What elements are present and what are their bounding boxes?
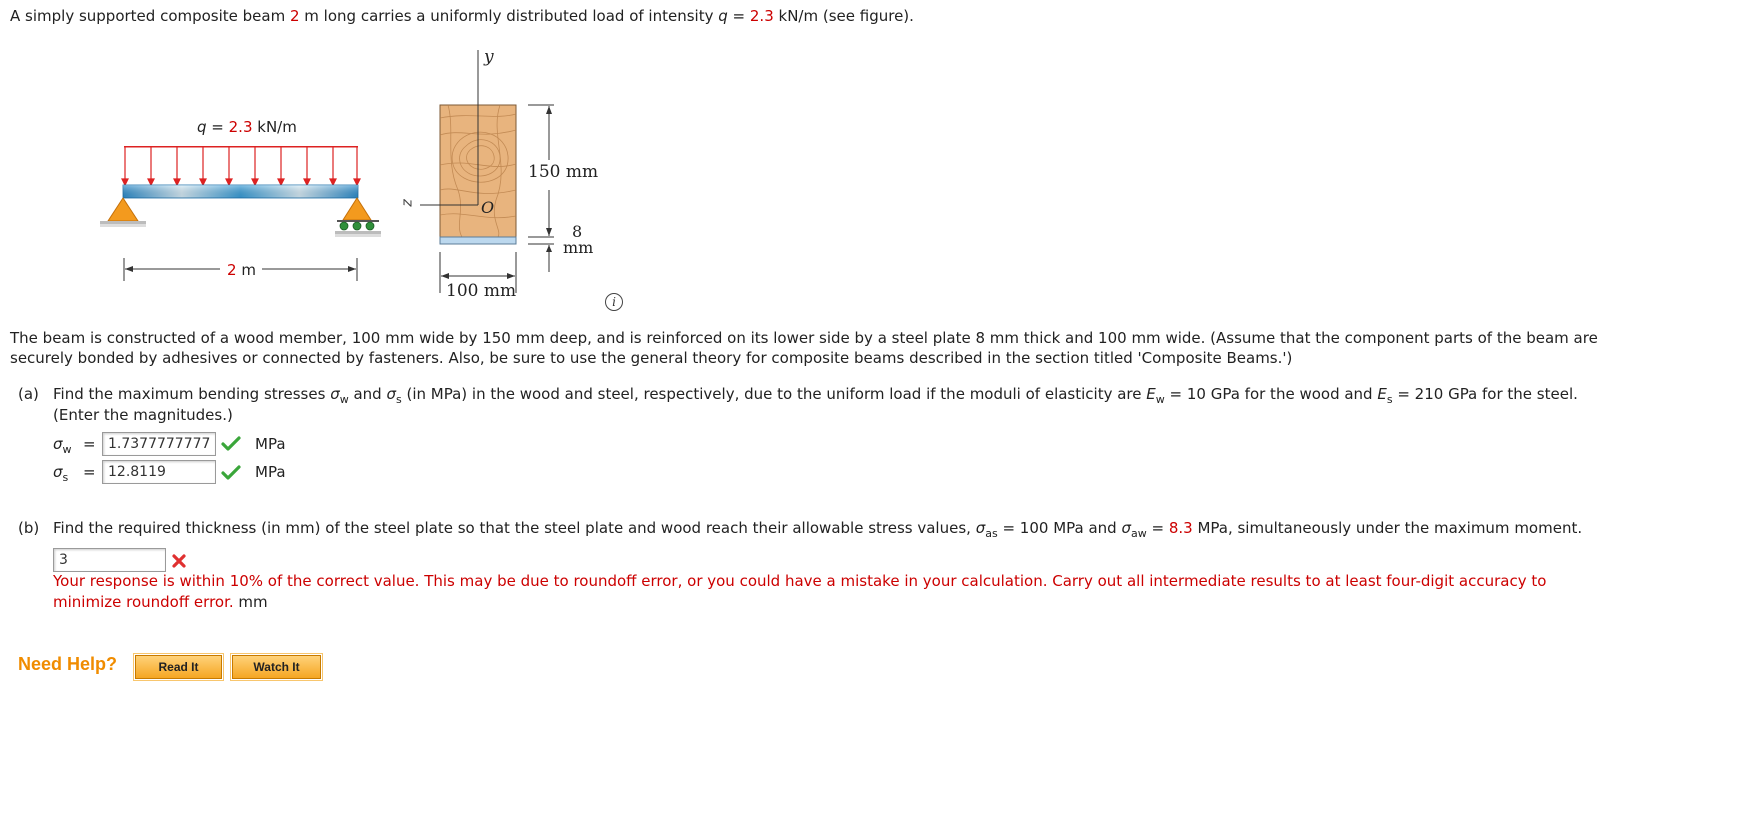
equals-sign: = — [83, 463, 96, 481]
span-value: 2 — [227, 261, 237, 279]
question-text: = 210 GPa for the steel. — [1392, 385, 1578, 403]
equals-sign: = — [83, 435, 96, 453]
steel-plate — [440, 237, 516, 244]
load-unit: kN/m — [252, 118, 297, 136]
question-text: (in MPa) in the wood and steel, respectively, due to the uniform load if the moduli of elasticity are — [401, 385, 1147, 403]
load-symbol: q — [197, 118, 207, 136]
sigma-subscript: w — [62, 443, 72, 456]
question-text: and — [348, 385, 387, 403]
load-label — [197, 118, 297, 136]
info-icon[interactable]: i — [605, 293, 623, 311]
allowable-wood-stress-value: 8.3 — [1168, 519, 1193, 537]
intro-text: kN/m (see figure). — [773, 7, 914, 25]
intro-text: m long carries a uniformly distributed load of intensity — [299, 7, 719, 25]
sigma-symbol: σ — [53, 463, 63, 481]
sigma-symbol: σ — [330, 385, 340, 403]
span-unit: m — [236, 261, 256, 279]
beam — [123, 185, 358, 198]
sigma-subscript: w — [339, 393, 349, 406]
unit-label: MPa — [255, 435, 286, 453]
intro-text: = — [727, 7, 750, 25]
part-b-label: (b) — [18, 519, 40, 537]
modulus-subscript: w — [1155, 393, 1165, 406]
origin-label: O — [481, 198, 495, 217]
y-axis-label: y — [484, 47, 494, 67]
sigma-s-label — [53, 463, 68, 484]
beam-length-value: 2 — [289, 7, 300, 25]
thickness-input[interactable] — [53, 548, 166, 572]
question-text: = — [1146, 519, 1169, 537]
question-text: Find the required thickness (in mm) of the steel plate so that the steel plate and wood reach their allowable stress values, — [53, 519, 976, 537]
cross-icon — [171, 553, 187, 569]
part-a-note: (Enter the magnitudes.) — [53, 406, 233, 424]
question-text: = 10 GPa for the wood and — [1164, 385, 1378, 403]
modulus-symbol: E — [1377, 385, 1387, 403]
unit-label: MPa — [255, 463, 286, 481]
description-line-2: securely bonded by adhesives or connected by fasteners. Also, be sure to use the general theory for composite beams described in the section titled 'Composite Beams.') — [10, 349, 1293, 367]
z-axis-label: z — [399, 199, 416, 207]
distributed-load — [122, 146, 360, 185]
width-label: 100 mm — [446, 281, 517, 301]
span-label — [225, 261, 258, 279]
sigma-symbol: σ — [386, 385, 396, 403]
depth-dimension — [528, 105, 554, 272]
sigma-symbol: σ — [975, 519, 986, 537]
check-icon — [221, 436, 241, 452]
sigma-subscript: s — [395, 393, 402, 406]
sigma-w-input[interactable] — [102, 432, 216, 456]
check-icon — [221, 465, 241, 481]
intro-text: A simply supported composite beam — [10, 7, 290, 25]
load-symbol: q — [718, 7, 728, 25]
watch-it-button[interactable]: Watch It — [232, 655, 321, 679]
modulus-subscript: s — [1386, 393, 1393, 406]
roller-support — [335, 198, 381, 237]
feedback-text: minimize roundoff error. — [53, 593, 234, 611]
sigma-subscript: as — [985, 527, 998, 540]
plate-thickness-unit: mm — [563, 238, 594, 257]
pin-support — [100, 198, 146, 227]
need-help-title: Need Help? — [18, 654, 118, 674]
sigma-symbol: σ — [53, 435, 63, 453]
load-value: 2.3 — [749, 7, 774, 25]
read-it-button[interactable]: Read It — [135, 655, 222, 679]
question-text: MPa, simultaneously under the maximum moment. — [1192, 519, 1583, 537]
feedback-line-1: Your response is within 10% of the correct value. This may be due to roundoff error, or you could have a mistake in your calculation. Carry out all intermediate results to at least four-digit accuracy to — [53, 572, 1547, 590]
depth-label: 150 mm — [528, 162, 599, 182]
description-line-1: The beam is constructed of a wood member, 100 mm wide by 150 mm deep, and is reinforced on its lower side by a steel plate 8 mm thick and 100 mm wide. (Assume that the component parts of the beam are — [10, 329, 1598, 347]
unit-label: mm — [233, 593, 268, 611]
modulus-symbol: E — [1146, 385, 1156, 403]
beam-figure — [0, 40, 660, 310]
question-text: Find the maximum bending stresses — [53, 385, 331, 403]
part-a-question — [53, 385, 1578, 406]
sigma-symbol: σ — [1121, 519, 1131, 537]
feedback-line-2 — [53, 593, 268, 611]
part-a-label: (a) — [18, 385, 39, 403]
load-equals: = — [206, 118, 229, 136]
sigma-s-input[interactable] — [102, 460, 216, 484]
sigma-w-label — [53, 435, 72, 456]
part-b-question — [53, 519, 1582, 540]
problem-intro — [10, 7, 914, 25]
question-text: = 100 MPa and — [997, 519, 1122, 537]
load-value: 2.3 — [228, 118, 253, 136]
plate-thickness-value: 8 — [572, 222, 583, 241]
sigma-subscript: s — [62, 471, 69, 484]
sigma-subscript: aw — [1130, 527, 1147, 540]
